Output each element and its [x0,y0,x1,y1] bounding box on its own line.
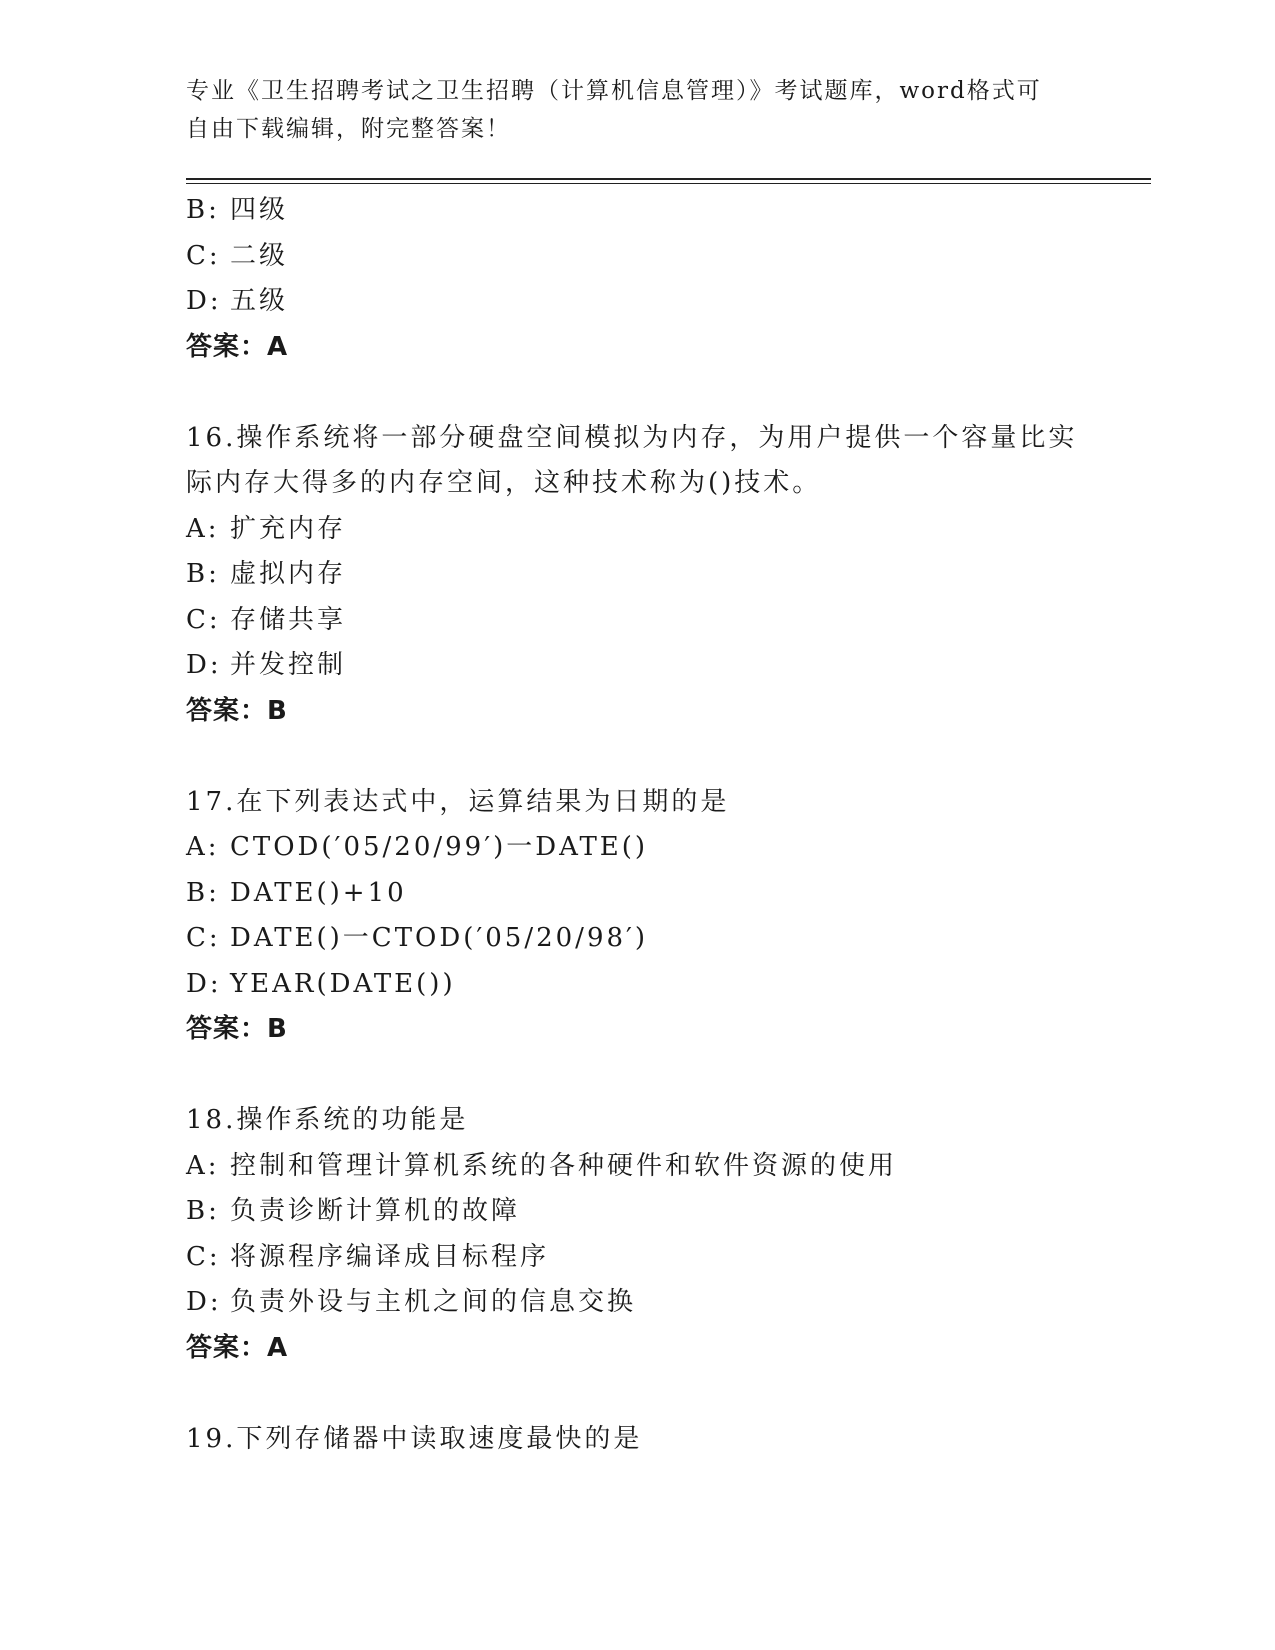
question-text: 17.在下列表达式中，运算结果为日期的是 [186,786,730,817]
question-text: 16.操作系统将一部分硬盘空间模拟为内存，为用户提供一个容量比实际内存大得多的内存空间，这种技术称为()技术。 [186,422,1078,498]
question-text: 19.下列存储器中读取速度最快的是 [186,1423,643,1454]
option-b [186,552,1086,598]
option-c [186,916,1086,962]
option-a [186,507,1086,553]
spacer [186,1371,1086,1417]
option-text: 负责外设与主机之间的信息交换 [230,1287,637,1317]
spacer [186,734,1086,780]
option-text: 四级 [230,195,289,225]
spacer [186,370,1086,416]
question-18 [186,1098,1086,1371]
option-key: D: [186,968,222,999]
option-d [186,279,1086,325]
option-key: B: [186,559,220,589]
question-text: 18.操作系统的功能是 [186,1105,469,1135]
option-c [186,1235,1086,1281]
option-key: C: [186,1241,221,1272]
option-a [186,825,1086,871]
question-list [186,188,1086,1462]
option-text: 扩充内存 [230,513,347,544]
header-divider-thick [186,178,1151,180]
header-divider-thin [186,183,1151,184]
option-key: A: [186,1150,220,1181]
option-a [186,1144,1086,1190]
option-b [186,871,1086,917]
answer-line: 答案：B [186,1014,288,1044]
question-17 [186,780,1086,1053]
option-text: 二级 [230,240,289,271]
option-text: 并发控制 [230,650,347,680]
spacer [186,1053,1086,1099]
option-text: 虚拟内存 [230,559,347,589]
option-key: C: [186,604,221,635]
option-key: C: [186,240,221,271]
option-text: 控制和管理计算机系统的各种硬件和软件资源的使用 [230,1150,898,1181]
option-key: D: [186,286,222,316]
option-d [186,643,1086,689]
option-text: 存储共享 [230,604,347,635]
answer-line: 答案：A [186,1332,289,1363]
option-b [186,188,1086,234]
option-key: B: [186,195,220,225]
option-key: B: [186,1196,220,1226]
option-text: 将源程序编译成目标程序 [230,1241,550,1272]
option-key: A: [186,513,220,544]
question-19 [186,1417,1086,1463]
option-key: D: [186,1287,222,1317]
prev-question-block [186,188,1086,370]
option-c [186,234,1086,280]
option-d [186,962,1086,1008]
option-text: YEAR(DATE()) [230,968,456,999]
option-key: C: [186,923,221,953]
option-key: B: [186,877,220,908]
option-text: 五级 [230,286,289,316]
option-b [186,1189,1086,1235]
option-key: D: [186,650,222,680]
option-c [186,598,1086,644]
question-16 [186,416,1086,735]
option-text: CTOD(′05/20/99′)一DATE() [230,832,649,862]
page-header: 专业《卫生招聘考试之卫生招聘（计算机信息管理）》考试题库，word格式可自由下载编辑，附完整答案！ [186,78,1042,142]
option-text: DATE()一CTOD(′05/20/98′) [230,923,649,953]
answer-line: 答案：A [186,331,289,362]
answer-line: 答案：B [186,695,288,726]
option-text: DATE()+10 [230,877,407,908]
option-key: A: [186,832,220,862]
option-d [186,1280,1086,1326]
option-text: 负责诊断计算机的故障 [230,1196,521,1226]
